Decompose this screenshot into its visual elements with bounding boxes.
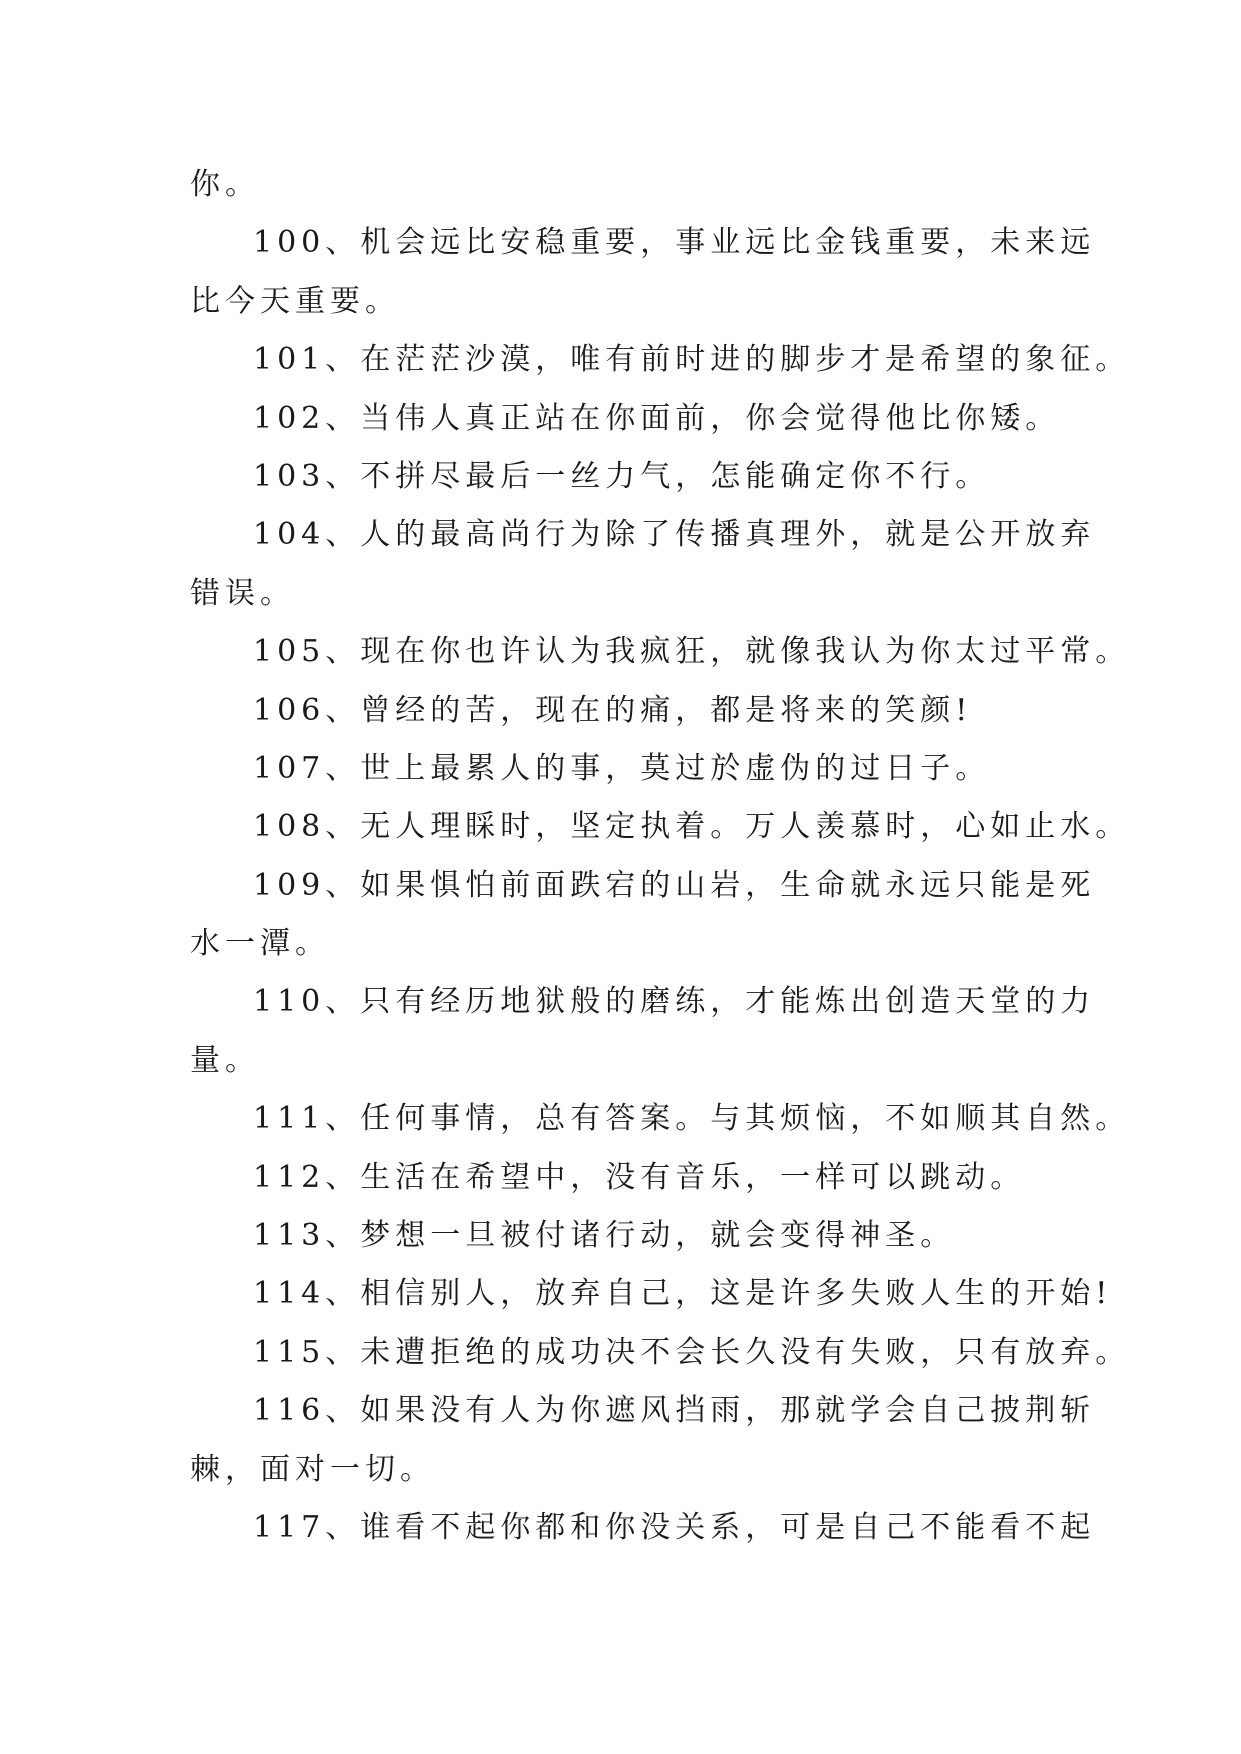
paragraph-line: 108、无人理睬时，坚定执着。万人羡慕时，心如止水。 bbox=[253, 809, 1131, 845]
continuation-line: 量。 bbox=[190, 1042, 260, 1078]
continuation-line: 你。 bbox=[190, 167, 260, 202]
continuation-line: 错误。 bbox=[190, 575, 295, 611]
paragraph-line: 105、现在你也许认为我疯狂，就像我认为你太过平常。 bbox=[253, 634, 1131, 670]
paragraph-line: 109、如果惧怕前面跌宕的山岩，生命就永远只能是死 bbox=[253, 867, 1096, 903]
paragraph-line: 107、世上最累人的事，莫过於虚伪的过日子。 bbox=[253, 750, 991, 786]
document-body bbox=[190, 156, 1131, 1557]
continuation-line: 棘，面对一切。 bbox=[190, 1451, 435, 1487]
paragraph-line: 111、任何事情，总有答案。与其烦恼，不如顺其自然。 bbox=[253, 1101, 1131, 1137]
continuation-line: 水一潭。 bbox=[190, 926, 330, 962]
paragraph-line: 103、不拼尽最后一丝力气，怎能确定你不行。 bbox=[253, 458, 991, 494]
paragraph-line: 106、曾经的苦，现在的痛，都是将来的笑颜! bbox=[253, 692, 973, 728]
paragraph-line: 113、梦想一旦被付诸行动，就会变得神圣。 bbox=[253, 1218, 956, 1254]
paragraph-line: 101、在茫茫沙漠，唯有前时进的脚步才是希望的象征。 bbox=[253, 342, 1131, 378]
continuation-line: 比今天重要。 bbox=[190, 283, 400, 319]
paragraph-line: 115、未遭拒绝的成功决不会长久没有失败，只有放弃。 bbox=[253, 1334, 1131, 1370]
paragraph-line: 100、机会远比安稳重要，事业远比金钱重要，未来远 bbox=[253, 225, 1096, 261]
paragraph-line: 114、相信别人，放弃自己，这是许多失败人生的开始! bbox=[253, 1276, 1113, 1312]
paragraph-line: 117、谁看不起你都和你没关系，可是自己不能看不起 bbox=[253, 1509, 1096, 1545]
paragraph-line: 110、只有经历地狱般的磨练，才能炼出创造天堂的力 bbox=[253, 984, 1096, 1020]
paragraph-line: 116、如果没有人为你遮风挡雨，那就学会自己披荆斩 bbox=[253, 1393, 1096, 1429]
paragraph-line: 112、生活在希望中，没有音乐，一样可以跳动。 bbox=[253, 1159, 1026, 1195]
paragraph-line: 102、当伟人真正站在你面前，你会觉得他比你矮。 bbox=[253, 400, 1061, 436]
paragraph-line: 104、人的最高尚行为除了传播真理外，就是公开放弃 bbox=[253, 517, 1096, 553]
